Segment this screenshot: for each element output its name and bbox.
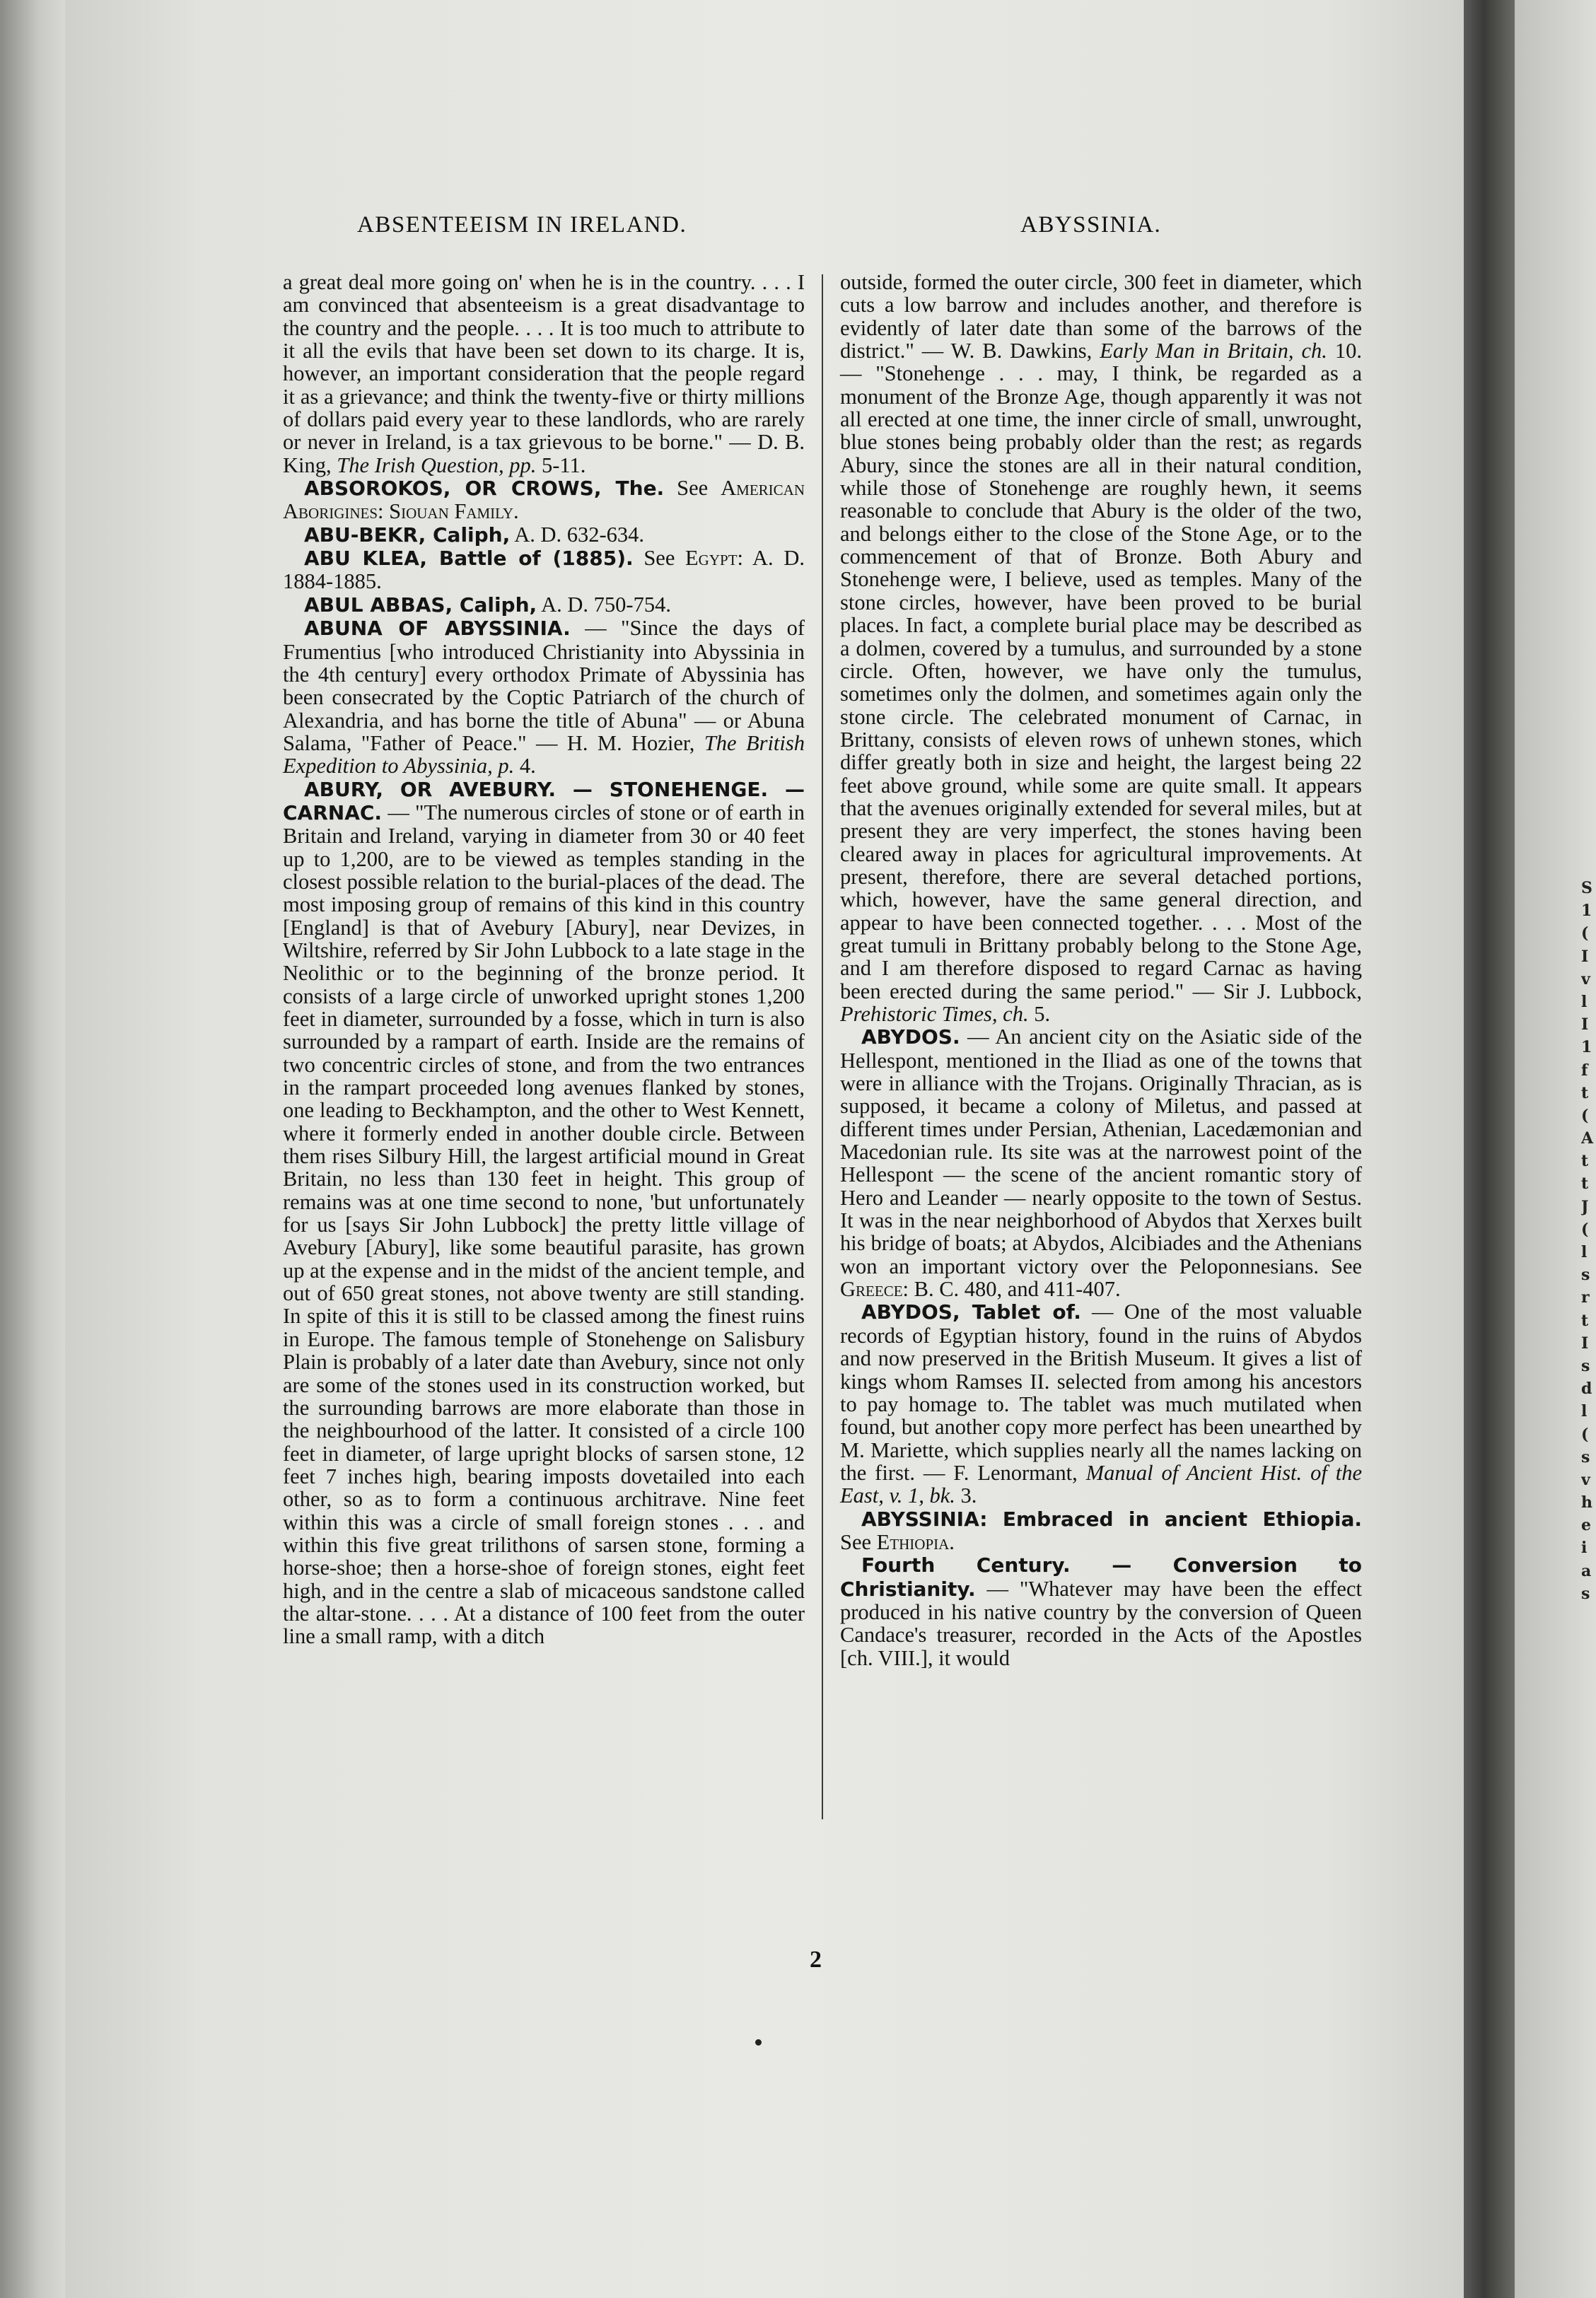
edge-glyph: i (1581, 1539, 1588, 1558)
edge-glyph: I (1581, 1015, 1589, 1034)
entry-absorokos: ABSOROKOS, OR CROWS, The. See American Aborigines: Siouan Family. (283, 476, 805, 524)
right-column (840, 271, 1362, 1669)
edge-glyph: f (1581, 1061, 1588, 1080)
edge-glyph: I (1581, 1334, 1589, 1353)
entry-abuna: ABUNA OF ABYSSINIA. — "Since the days of Frumentius [who introduced Christianity into Abyssinia in the 4th century] every orthodox Primate of Abyssinia has been consecrated by the Coptic Patriarch of the church of Alexandria, and has borne the title of Abuna" — or Abuna Salama, "Father of Peace." — H. M. Hozier, The British Expedition to Abyssinia, p. 4. (283, 616, 805, 778)
edge-glyph: A (1581, 1129, 1594, 1148)
edge-glyph: v (1581, 1470, 1590, 1489)
entry-abul-abbas: ABUL ABBAS, Caliph, A. D. 750-754. (304, 592, 671, 617)
edge-glyph: ( (1581, 1220, 1589, 1239)
running-head-right: ABYSSINIA. (1020, 212, 1162, 238)
entry-abyssinia: ABYSSINIA: Embraced in ancient Ethiopia. See Ethiopia. (840, 1507, 1362, 1554)
edge-glyph: 1 (1581, 1038, 1592, 1057)
book-binding-gutter (1464, 0, 1515, 2298)
edge-glyph: l (1581, 1402, 1588, 1421)
edge-glyph: ( (1581, 1106, 1589, 1125)
edge-glyph: 1 (1581, 902, 1592, 921)
edge-glyph: t (1581, 1174, 1589, 1194)
edge-glyph: t (1581, 1311, 1589, 1330)
entry-abu-klea: ABU KLEA, Battle of (1885). See Egypt: A. D. 1884-1885. (283, 546, 805, 594)
scan-margin-left (0, 0, 65, 2298)
column-rule (822, 274, 823, 1819)
edge-glyph: l (1581, 1243, 1588, 1261)
edge-glyph: s (1581, 1356, 1590, 1375)
edge-glyph: h (1581, 1493, 1592, 1512)
edge-glyph: a (1581, 1561, 1592, 1580)
edge-glyph: s (1581, 1266, 1590, 1285)
edge-glyph: e (1581, 1516, 1591, 1535)
left-column (283, 271, 805, 1648)
entry-abydos-tablet: ABYDOS, Tablet of. — One of the most valuable records of Egyptian history, found in the ruins of Abydos and now preserved in the British Museum. It gives a list of kings whom Ramses II. selected from among his ancestors to pay homage to. The tablet was much mutilated when found, but another copy more perfect has been unearthed by M. Mariette, which supplies nearly all the names lacking on the first. — F. Lenormant, Manual of Ancient Hist. of the East, v. 1, bk. 3. (840, 1300, 1363, 1508)
entry-abury: ABURY, OR AVEBURY. — STONEHENGE. — CARNAC. — "The numerous circles of stone or of earth in Britain and Ireland, varying in diameter from 30 or 40 feet up to 1,200, are to be viewed as temples standing in the closest possible relation to the burial-places of the dead. The most imposing group of remains of this kind in this country [England] is that of Avebury [Abury], near Devizes, in Wiltshire, referred by Sir John Lubbock to a late stage in the Neolithic or to the beginning of the bronze period. It consists of a large circle of unworked upright stones 1,200 feet in diameter, surrounded by a fosse, which in turn is also surrounded by a rampart of earth. Inside are the remains of two concentric circles of stone, and from the two entrances in the rampart proceeded long avenues flanked by stones, one leading to Beckhampton, and the other to West Kennett, where it formerly ended in another double circle. Between them rises Silbury Hill, the largest artificial mound in Great Britain, no less than 130 feet in height. This group of remains was at one time second to none, 'but unfortunately for us [says Sir John Lubbock] the pretty little village of Avebury [Abury], like some beautiful parasite, has grown up at the expense and in the midst of the ancient temple, and out of 650 great stones, not above twenty are still standing. In spite of this it is still to be classed among the finest ruins in Europe. The famous temple of Stonehenge on Salisbury Plain is probably of a later date than Avebury, since not only are some of the stones used in its construction worked, but the surrounding barrows are more elaborate than those in the neighbourhood of the latter. It consisted of a circle 100 feet in diameter, of large upright blocks of sarsen stone, 12 feet 7 inches high, bearing imposts dovetailed into each other, so as to form a continuous architrave. Nine feet within this was a circle of small foreign stones . . . and within this five great trilithons of sarsen stone, forming a horse-shoe; then a horse-shoe of foreign stones, eight feet high, and in the centre a slab of micaceous sandstone called the altar-stone. . . . At a distance of 100 feet from the outer line a small ramp, with a ditch (283, 777, 805, 1649)
edge-glyph: S (1581, 879, 1592, 897)
continued-paragraph-right: outside, formed the outer circle, 300 feet in diameter, which cuts a low barrow and includes another, and therefore is evidently of later date than some of the barrows of the district." — W. B. Dawkins, Early Man in Britain, ch. 10. — "Stonehenge . . . may, I think, be regarded as a monument of the Bronze Age, though apparently it was not all erected at one time, the inner circle of small, unwrought, blue stones being probably older than the rest; as regards Abury, since the stones are all in their natural condition, while those of Stonehenge are roughly hewn, it seems reasonable to conclude that Abury is the older of the two, and belongs either to the close of the Stone Age, or to the commencement of that of Bronze. Both Abury and Stonehenge were, I believe, used as temples. Many of the stone circles, however, have been proved to be burial places. In fact, a complete burial place may be described as a dolmen, covered by a tumulus, and surrounded by a stone circle. Often, however, we have only the tumulus, sometimes only the dolmen, and sometimes again only the stone circle. The celebrated monument of Carnac, in Brittany, consists of eleven rows of unhewn stones, which differ greatly both in size and height, the largest being 22 feet above ground, while some are quite small. It appears that the avenues originally extended for several miles, but at present they are very imperfect, the stones having been cleared away in places for agricultural improvements. At present, therefore, there are several detached portions, which, however, have the same general direction, and appear to have been connected together. . . . Most of the great tumuli in Brittany probably belong to the Stone Age, and I am therefore disposed to regard Carnac as having been erected during the same period." — Sir J. Lubbock, Prehistoric Times, ch. 5. (840, 270, 1363, 1026)
running-head-left: ABSENTEEISM IN IRELAND. (357, 212, 687, 238)
entry-fourth-century: Fourth Century. — Conversion to Christianity. — "Whatever may have been the effect produced in his native country by the conversion of Queen Candace's treasurer, recorded in the Acts of the Apostles [ch. VIII.], it would (840, 1553, 1362, 1670)
edge-glyph: J (1581, 1197, 1589, 1216)
edge-glyph: v (1581, 969, 1590, 988)
continued-paragraph: a great deal more going on' when he is in the country. . . . I am convinced that absenteeism is a great disadvantage to the country and the people. . . . It is too much to attribute to it all the evils that have been set down to its charge. It is, however, an important consideration that the people regard it as a grievance; and think the twenty-five or thirty millions of dollars paid every year to these landlords, who are rarely or never in Ireland, is a tax grievous to be borne." — D. B. King, The Irish Question, pp. 5-11. (283, 270, 805, 477)
adjacent-page-edge-text (1581, 877, 1596, 1605)
edge-glyph: s (1581, 1584, 1590, 1603)
edge-glyph: ( (1581, 1425, 1589, 1444)
print-dot (755, 2039, 762, 2046)
entry-abydos: ABYDOS. — An ancient city on the Asiatic side of the Hellespont, mentioned in the Iliad as one of the towns that were in alliance with the Trojans. Originally Thracian, as is supposed, it became a colony of Miletus, and passed at different times under Persian, Athenian, Lacedæmonian and Macedonian rule. Its site was at the narrowest point of the Hellespont — the scene of the ancient romantic story of Hero and Leander — nearly opposite to the town of Sestus. It was in the near neighborhood of Abydos that Xerxes built his bridge of boats; at Abydos, Alcibiades and the Athenians won an important victory over the Peloponnesians. See Greece: B. C. 480, and 411-407. (840, 1025, 1362, 1302)
edge-glyph: r (1581, 1288, 1590, 1307)
edge-glyph: d (1581, 1380, 1592, 1399)
edge-glyph: s (1581, 1447, 1590, 1466)
entry-abu-bekr: ABU-BEKR, Caliph, A. D. 632-634. (304, 522, 645, 547)
edge-glyph: t (1581, 1083, 1589, 1102)
edge-glyph: l (1581, 992, 1588, 1011)
page-number: 2 (810, 1947, 822, 1973)
edge-glyph: ( (1581, 924, 1589, 943)
edge-glyph: I (1581, 947, 1589, 966)
edge-glyph: t (1581, 1152, 1589, 1171)
